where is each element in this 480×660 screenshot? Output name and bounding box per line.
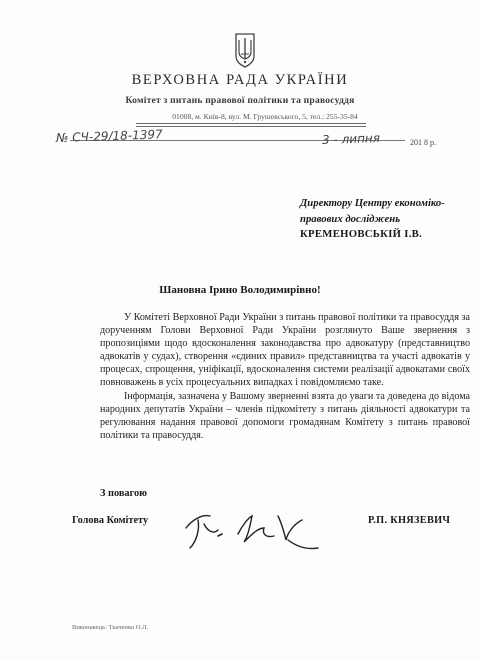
trident-emblem-icon [233, 32, 257, 68]
addressee-block [300, 196, 470, 243]
letterhead-divider [136, 123, 366, 124]
addressee-line-2: правових досліджень [300, 212, 401, 225]
signatory-title: Голова Комітету [72, 515, 149, 526]
outgoing-number: № СЧ-29/18-1397 [55, 127, 163, 145]
closing-regards: З повагою [100, 488, 147, 499]
executor-note: Виконавець: Ткаченко О.Л. [72, 624, 149, 631]
letter-date: 3 - липня [321, 130, 381, 148]
salutation: Шановна Ірино Володимирівно! [159, 284, 321, 296]
letter-year: 201 8 р. [410, 138, 436, 147]
letterhead-divider-thin [136, 126, 366, 127]
address-line: 01008, м. Київ-8, вул. М. Грушевського, 5, тел.: 255-35-84 [172, 112, 358, 121]
organization-name: ВЕРХОВНА РАДА УКРАЇНИ [131, 72, 349, 88]
signatory-name: Р.П. КНЯЗЕВИЧ [368, 515, 451, 526]
letter-body [100, 311, 470, 442]
addressee-line-1: Директору Центру економіко- [300, 197, 445, 209]
handwritten-signature [178, 498, 326, 558]
addressee-name: КРЕМЕНОВСЬКІЙ І.В. [300, 228, 423, 240]
committee-name: Комітет з питань правової політики та правосуддя [125, 95, 355, 106]
body-paragraph-2: Інформація, зазначена у Вашому зверненні взята до уваги та доведена до відома народних депутатів України – членів підкомітету з питань діяльності адвокатури та регулювання надання правової допомоги громадянам Комітету з питань правової політики та правосуддя. [100, 390, 470, 441]
body-paragraph-1: У Комітеті Верховної Ради України з питань правової політики та правосуддя за дорученням Голови Верховної Ради України розглянуто Ваше звернення з пропозиціями щодо вдосконалення законодавства про адвокатуру (представництво адвокатів у судах), створення «єдиних правил» представництва та участі адвокатів у процесах, спрощення, уніфікації, вдосконалення системи реалізації адвокатами своїх повноважень в усіх процесуальних випадках і повідомляємо таке. [100, 312, 470, 389]
